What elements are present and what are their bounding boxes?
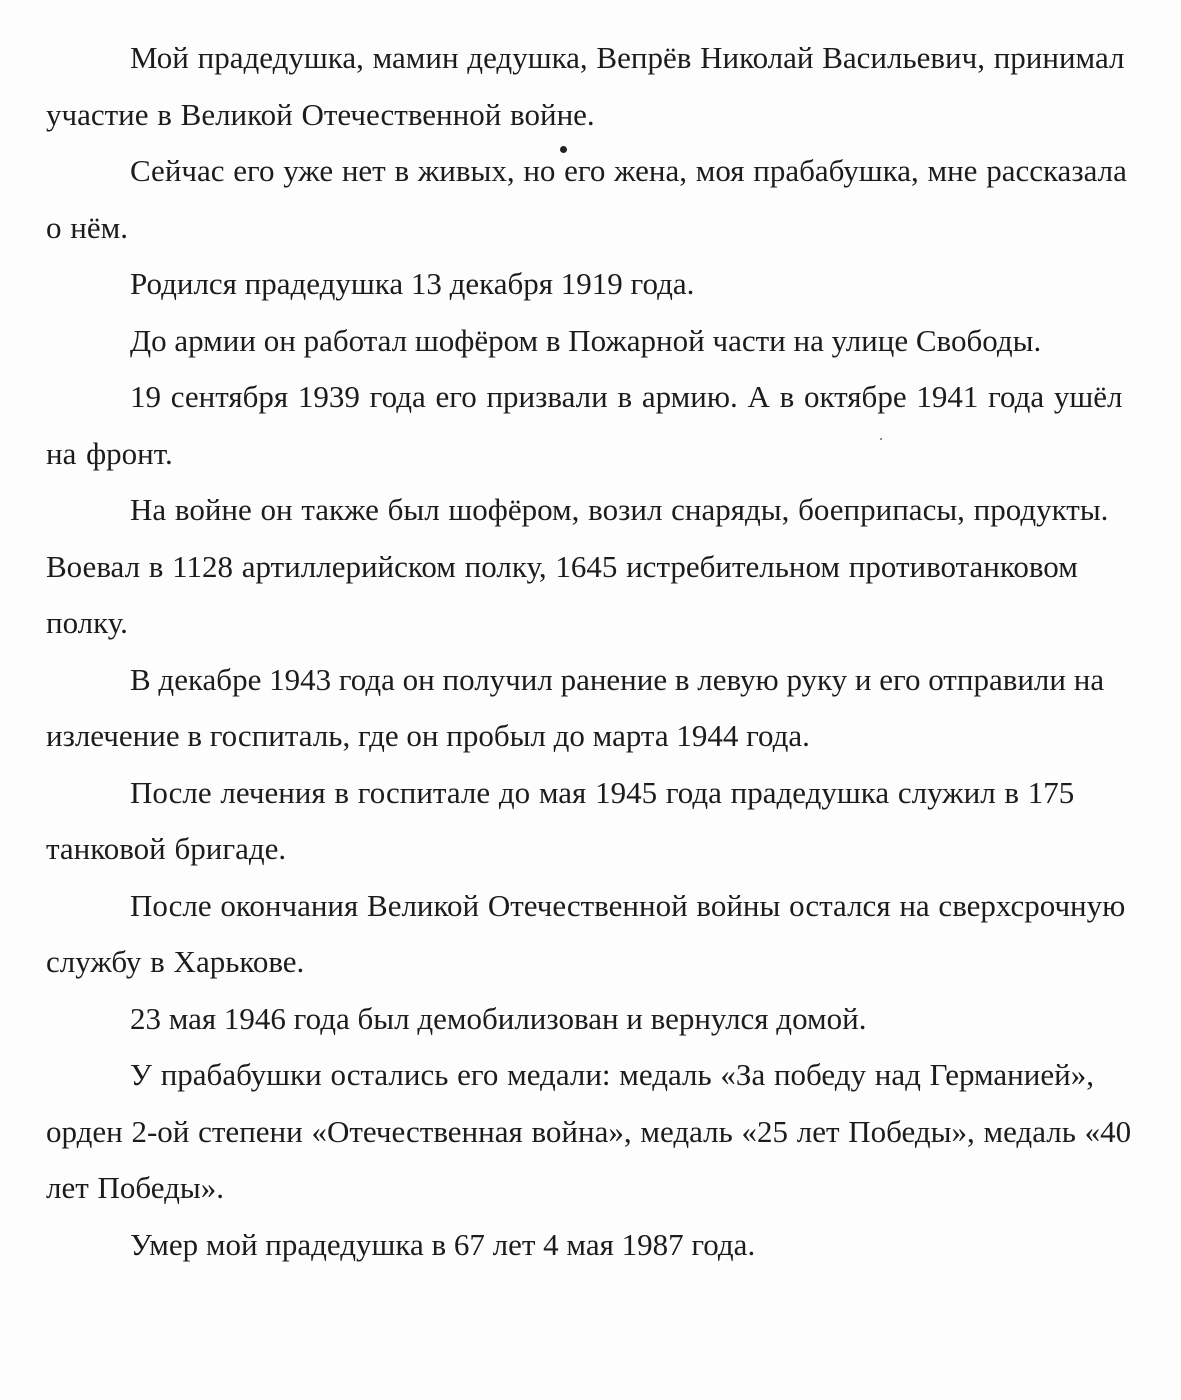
paragraph: Сейчас его уже нет в живых, но его жена, моя прабабушка, мне рассказала о нём. <box>46 153 1127 245</box>
paragraph: Мой прадедушка, мамин дедушка, Вепрёв Николай Васильевич, принимал участие в Великой Отечественной войне. <box>46 40 1125 132</box>
document-body <box>46 30 1136 1273</box>
paragraph: У прабабушки остались его медали: медаль «За победу над Германией», орден 2-ой степени «Отечественная война», медаль «25 лет Победы», медаль «40 лет Победы». <box>46 1057 1132 1205</box>
paragraph: В декабре 1943 года он получил ранение в левую руку и его отправили на излечение в госпиталь, где он пробыл до марта 1944 года. <box>46 661 1105 753</box>
paragraph: 19 сентября 1939 года его призвали в армию. А в октябре 1941 года ушёл на фронт. <box>46 379 1123 471</box>
paragraph: До армии он работал шофёром в Пожарной части на улице Свободы. <box>130 322 1042 358</box>
paragraph: На войне он также был шофёром, возил снаряды, боеприпасы, продукты. Воевал в 1128 артиллерийском полку, 1645 истребительном противотанковом полку. <box>46 492 1109 640</box>
paragraph: После лечения в госпитале до мая 1945 года прадедушка служил в 175 танковой бригаде. <box>46 774 1075 866</box>
paragraph: Умер мой прадедушка в 67 лет 4 мая 1987 года. <box>130 1226 756 1262</box>
paragraph: 23 мая 1946 года был демобилизован и вернулся домой. <box>130 1000 867 1036</box>
paragraph: Родился прадедушка 13 декабря 1919 года. <box>130 266 695 301</box>
paragraph: После окончания Великой Отечественной войны остался на сверхсрочную службу в Харькове. <box>46 887 1126 979</box>
